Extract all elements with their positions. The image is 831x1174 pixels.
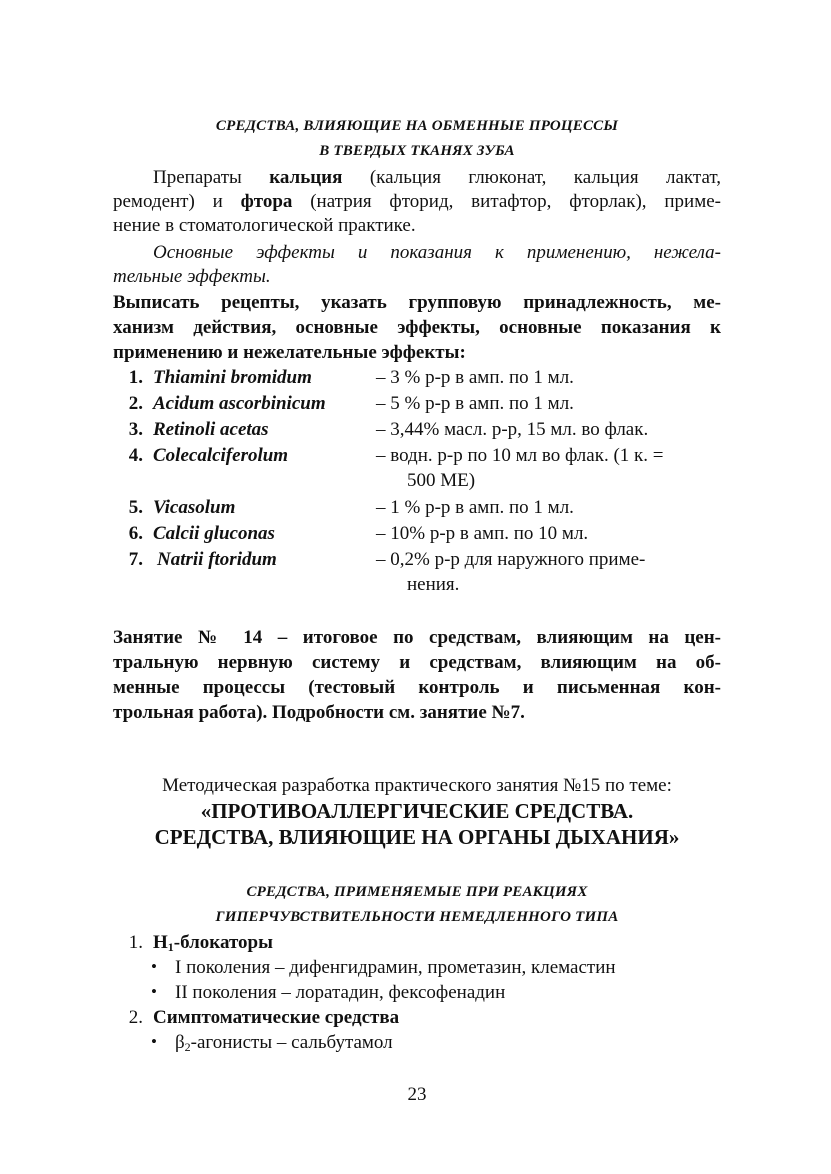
list-item-h1-blockers: 1. $Н_1$-блокаторы [128, 932, 273, 954]
lesson15-title-line2: СРЕДСТВА, ВЛИЯЮЩИЕ НА ОРГАНЫ ДЫХАНИЯ» [154, 825, 680, 849]
instruction-line2: ханизм действия, основные эффекты, основные показания к [113, 317, 721, 338]
para1-line1: Препараты кальция (кальция глюконат, кальция лактат, [153, 167, 722, 188]
section1-title-line2: В ТВЕРДЫХ ТКАНЯХ ЗУБА [319, 143, 515, 159]
instruction-line3: применению и нежелательные эффекты: [113, 342, 466, 363]
lesson14-line4: трольная работа). Подробности см. занятие №7. [113, 702, 525, 723]
bullet-item: • II поколения – лоратадин, фексофенадин [151, 982, 506, 1003]
para2-line2: тельные эффекты. [113, 266, 271, 287]
bullet-item: • $\beta_2$-агонисты – сальбутамол [151, 1032, 393, 1054]
bullet-item: • I поколения – дифенгидрамин, прометазин, клемастин [151, 957, 616, 978]
para1-line2: ремодент) и фтора (натрия фторид, витафтор, фторлак), приме- [113, 191, 721, 212]
para1-line3: нение в стоматологической практике. [113, 215, 416, 236]
section2-title-line1: СРЕДСТВА, ПРИМЕНЯЕМЫЕ ПРИ РЕАКЦИЯХ [246, 884, 588, 900]
page-number: 23 [407, 1084, 427, 1105]
para2-line1: Основные эффекты и показания к применению, нежела- [153, 242, 721, 263]
lesson15-intro: Методическая разработка практического занятия №15 по теме: [162, 775, 672, 796]
prescription-item: 6. Calcii gluconas – 10% р-р в амп. по 10 мл. [128, 523, 589, 544]
prescription-item-continuation: 500 МЕ) [407, 470, 476, 491]
list-item-symptomatic: 2. Симптоматические средства [128, 1007, 400, 1028]
lesson14-line3: менные процессы (тестовый контроль и письменная кон- [113, 677, 721, 698]
prescription-item: 1. Thiamini bromidum – 3 % р-р в амп. по 1 мл. [128, 367, 574, 388]
prescription-item: 5. Vicasolum – 1 % р-р в амп. по 1 мл. [128, 497, 574, 518]
section1-title-line1: СРЕДСТВА, ВЛИЯЮЩИЕ НА ОБМЕННЫЕ ПРОЦЕССЫ [215, 118, 619, 134]
lesson14-line1: Занятие № 14 – итоговое по средствам, влияющим на цен- [113, 627, 721, 648]
lesson14-line2: тральную нервную систему и средствам, влияющим на об- [113, 652, 721, 673]
prescription-item-continuation: нения. [407, 574, 460, 595]
lesson15-title-line1: «ПРОТИВОАЛЛЕРГИЧЕСКИЕ СРЕДСТВА. [200, 799, 634, 823]
prescription-item: 7. Natrii ftoridum – 0,2% р-р для наружного приме- [128, 549, 646, 570]
prescription-item: 4. Colecalciferolum – водн. р-р по 10 мл во флак. (1 к. = [128, 445, 664, 466]
instruction-line1: Выписать рецепты, указать групповую принадлежность, ме- [113, 292, 721, 313]
section2-title-line2: ГИПЕРЧУВСТВИТЕЛЬНОСТИ НЕМЕДЛЕННОГО ТИПА [215, 909, 619, 925]
prescription-item: 2. Acidum ascorbinicum – 5 % р-р в амп. по 1 мл. [128, 393, 574, 414]
prescription-item: 3. Retinoli acetas – 3,44% масл. р-р, 15 мл. во флак. [128, 419, 649, 440]
